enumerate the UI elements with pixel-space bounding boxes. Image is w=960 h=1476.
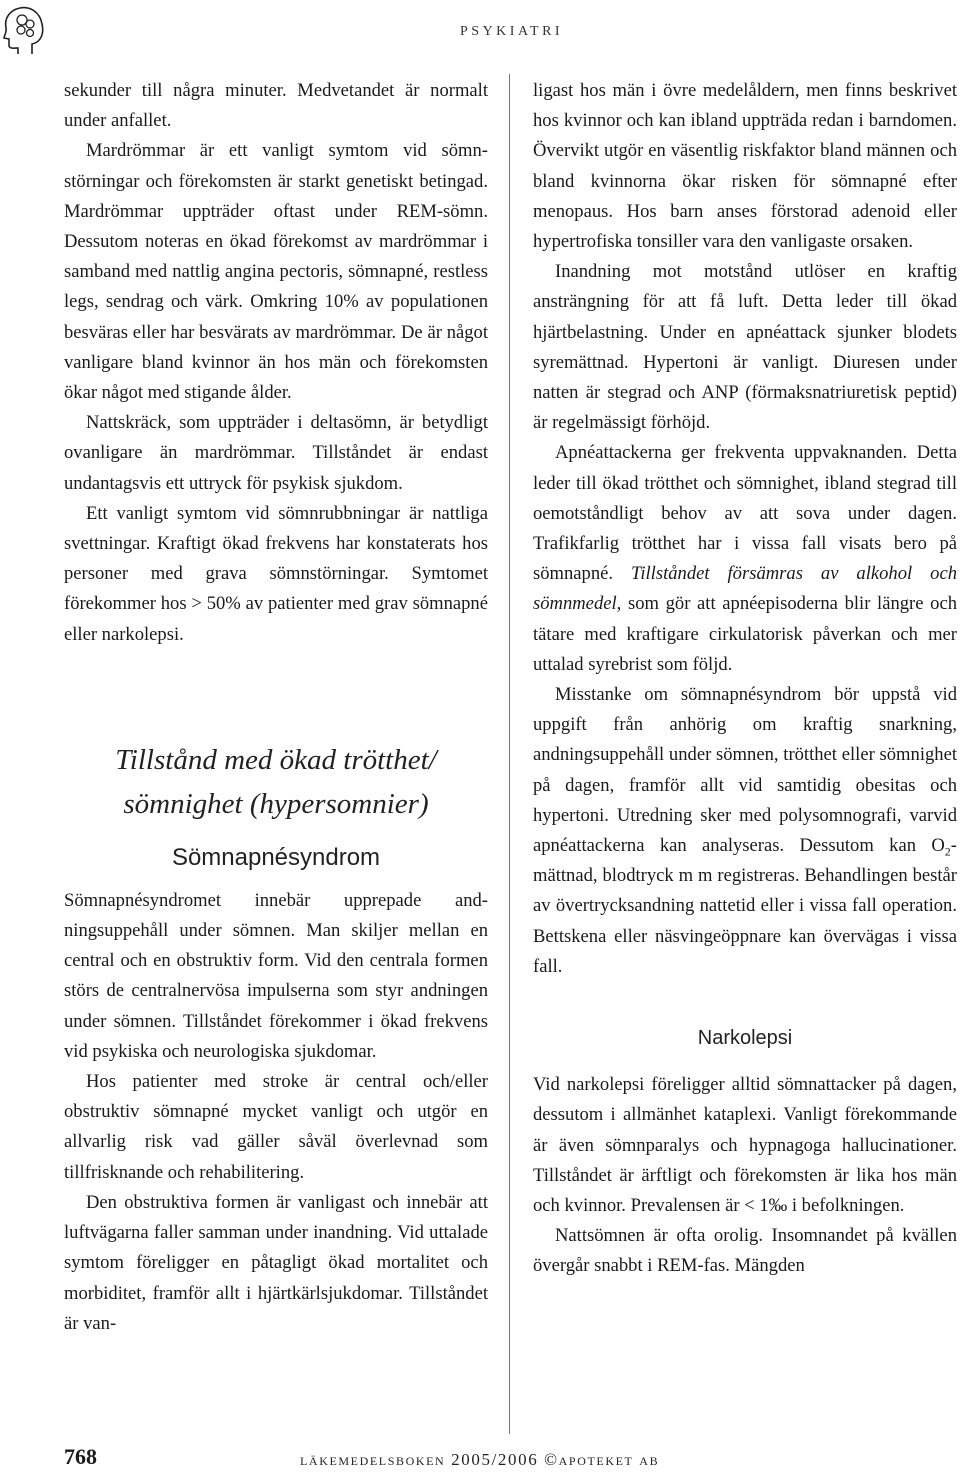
page-footer	[0, 1444, 960, 1474]
publication-credit: läkemedelsboken 2005/2006 ©apoteket ab	[300, 1450, 660, 1469]
page-number: 768	[64, 1444, 97, 1469]
section-heading-line: sömnighet (hypersomnier)	[123, 787, 429, 820]
left-column	[64, 76, 488, 1339]
paragraph: Hos patienter med stroke är central och/eller obstruktiv sömnapné mycket vanligt och utgör en allvarlig risk vad gäller såväl överlevnad som tillfrisknande och rehabilitering.	[64, 1071, 488, 1183]
italic-text: Tillståndet försämras av alkohol och sömnmedel	[533, 563, 957, 615]
section-label: PSYKIATRI	[460, 24, 564, 39]
subscript: 2	[944, 844, 951, 859]
paragraph: Inandning mot motstånd utlöser en kraftig ansträngning för att få luft. Detta leder till ökad hjärtbelastning. Under en apnéattack sjunker blodets syremättnad. Hypertoni är vanligt. Diuresen under natten är stegrad och ANP (förmaksnatriuretisk peptid) är regelmässigt förhöjd.	[533, 261, 957, 434]
text-run: Apnéattackerna ger frekventa uppvaknanden. Detta leder till ökad trötthet och sömnighet, ibland stegrad till oemotståndligt behov av att sova under dagen. Trafikfarlig trötthet har i vissa fall visats bero på sömnapné.	[533, 442, 957, 585]
text-run: Misstanke om sömnapnésyndrom bör uppstå vid uppgift från anhörig om kraftig snarkning, andningsuppehåll under sömnen, trötthet eller sömnighet på dagen, framför allt vid samtidig obesitas och hypertoni. Utredning sker med polysomnografi, varvid apnéattackerna kan analyseras. Dessutom kan O	[533, 684, 957, 857]
column-divider	[509, 74, 510, 1434]
paragraph: Mardrömmar är ett vanligt symtom vid sömnstörningar och förekomsten är starkt genetiskt betingad. Mardrömmar uppträder oftast under REM-sömn. Dessutom noteras en ökad förekomst av mardrömmar i samband med nattlig angina pectoris, sömnapné, restless legs, sendrag och värk. Omkring 10% av populationen besväras eller har besvärats av mardrömmar. De är något vanligare bland kvinnor än hos män och förekomsten ökar något med stigande ålder.	[64, 140, 488, 404]
right-column	[533, 76, 957, 1282]
paragraph: sekunder till några minuter. Medvetandet är normalt under anfallet.	[64, 80, 488, 132]
paragraph: Ett vanligt symtom vid sömnrubbningar är nattliga svettningar. Kraftigt ökad frekvens har konstaterats hos personer med grava sömnstörningar. Symtomet förekommer hos > 50% av patienter med grav sömnapné eller narkolepsi.	[64, 502, 488, 645]
paragraph: Nattsömnen är ofta orolig. Insomnandet på kvällen övergår snabbt i REM-fas. Mängden	[533, 1225, 957, 1277]
paragraph: Den obstruktiva formen är vanligast och innebär att luftvägarna faller samman under inandning. Vid uttalade symtom föreligger en påtagligt ökad mortalitet och morbiditet, framför allt i hjärtkärlsjukdomar. Tillståndet är van-	[64, 1191, 488, 1334]
paragraph	[533, 680, 957, 982]
head-brain-icon	[2, 2, 46, 58]
paragraph: Nattskräck, som uppträder i deltasömn, är betydligt ovanligare än mardrömmar. Tillståndet är endast undantagsvis ett uttryck för psykisk sjukdom.	[64, 412, 488, 494]
text-run: -mättnad, blodtryck m m registreras. Behandlingen består av övertrycksandning nattetid eller i vissa fall operation. Bettskena eller näsvingeöppnare kan övervägas i vissa fall.	[533, 835, 957, 977]
subsection-heading: Sömnapnésyndrom	[171, 843, 381, 871]
section-heading-line: Tillstånd med ökad trötthet/	[115, 743, 437, 776]
paragraph	[533, 438, 957, 680]
subsection-heading: Narkolepsi	[697, 1027, 793, 1050]
text-run: , som gör att apnéepisoderna blir längre och tätare med kraftigare cirkulatorisk påverkan och mer uttalad syrebrist som följd.	[533, 593, 957, 675]
section-heading	[64, 738, 488, 826]
paragraph: Sömnapnésyndromet innebär upprepade andningsuppehåll under sömnen. Man skiljer mellan en central och en obstruktiv form. Vid den centrala formen störs de centralnervösa impulserna som styr andningen under sömnen. Tillståndet förekommer i ökad frekvens vid psykiska och neurologiska sjukdomar.	[64, 889, 488, 1062]
paragraph: Vid narkolepsi föreligger alltid sömnattacker på dagen, dessutom i allmänhet kataplexi. Vanligt förekommande är även sömnparalys och hypnagoga hallucinationer. Tillståndet är ärftligt och förekomsten är lika hos män och kvinnor. Prevalensen är < 1‰ i befolkningen.	[533, 1074, 957, 1216]
paragraph: ligast hos män i övre medelåldern, men finns beskrivet hos kvinnor och kan ibland uppträda redan i barndomen. Övervikt utgör en väsentlig riskfaktor bland männen och bland kvinnorna ökar risken för sömnapné efter menopaus. Hos barn anses förstorad adenoid eller hypertrofiska tonsiller vara den vanligaste orsaken.	[533, 80, 957, 253]
